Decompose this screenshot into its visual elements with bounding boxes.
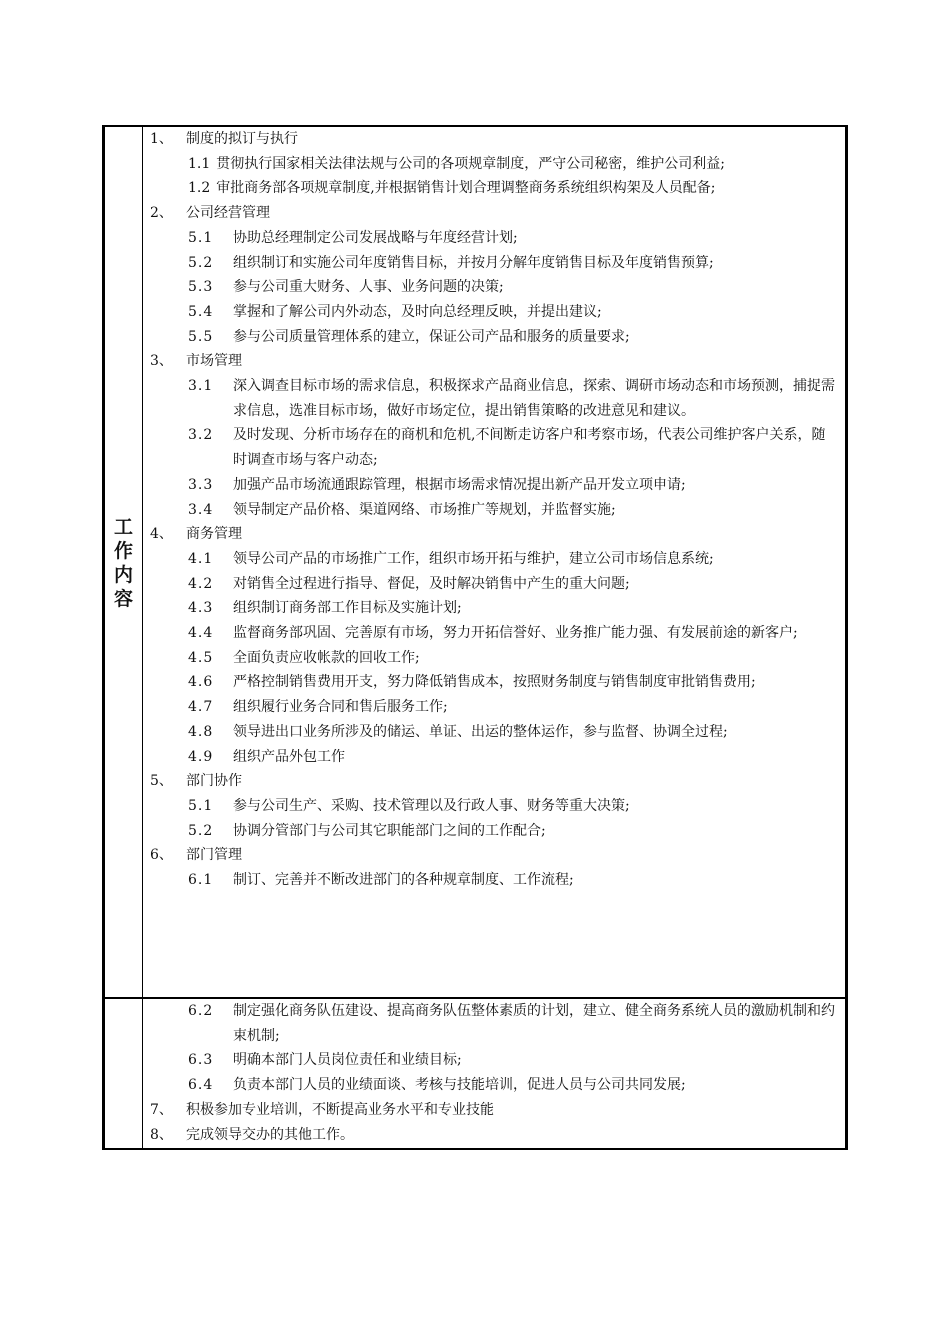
- list-item: [150, 423, 836, 472]
- side-label-char: 工: [113, 516, 133, 538]
- list-item: [150, 498, 836, 523]
- item-number: 4.4: [188, 625, 214, 642]
- item-number: 3.1: [188, 378, 214, 395]
- list-item: [150, 547, 836, 572]
- item-text: 明确本部门人员岗位责任和业绩目标;: [233, 1052, 462, 1069]
- item-number: 5.4: [188, 303, 214, 320]
- item-text: 对销售全过程进行指导、督促，及时解决销售中产生的重大问题;: [233, 575, 630, 592]
- item-number: 5.1: [188, 797, 214, 814]
- table-row: [102, 999, 848, 1148]
- item-text: 领导进出口业务所涉及的储运、单证、出运的整体运作，参与监督、协调全过程;: [233, 723, 728, 740]
- table-row: [102, 127, 848, 997]
- row1-content: [150, 127, 836, 893]
- section-number: 2、: [150, 205, 173, 222]
- list-item: [150, 226, 836, 251]
- table-bottom-border: [102, 1148, 848, 1150]
- item-number: 6.4: [188, 1077, 214, 1094]
- item-number: 4.2: [188, 575, 214, 592]
- section-number: 1、: [150, 131, 173, 147]
- item-text: 组织制订商务部工作目标及实施计划;: [233, 600, 462, 617]
- item-text: 协调分管部门与公司其它职能部门之间的工作配合;: [233, 822, 546, 839]
- section-title: 公司经营管理: [186, 205, 270, 222]
- section-title: 市场管理: [186, 353, 242, 370]
- list-item: [150, 596, 836, 621]
- list-item: [150, 794, 836, 819]
- item-number: 4.3: [188, 600, 214, 617]
- item-number: 5.2: [188, 822, 214, 839]
- section-number: 5、: [150, 773, 173, 790]
- list-item: [150, 720, 836, 745]
- item-number: 4.5: [188, 649, 214, 666]
- item-number: 4.7: [188, 699, 214, 716]
- item-number: 6.1: [188, 872, 214, 889]
- section-number: 6、: [150, 847, 173, 864]
- item-number: 4.8: [188, 723, 214, 740]
- list-item: [150, 819, 836, 844]
- list-item: [150, 670, 836, 695]
- item-number: 6.2: [188, 1003, 214, 1019]
- section-title: 完成领导交办的其他工作。: [186, 1126, 354, 1143]
- item-text: 参与公司重大财务、人事、业务问题的决策;: [233, 279, 504, 296]
- item-number: 3.2: [188, 427, 214, 444]
- item-number: 5.3: [188, 279, 214, 296]
- section-heading: [150, 127, 836, 152]
- list-item: [150, 374, 836, 423]
- list-item: [150, 745, 836, 770]
- item-text: 监督商务部巩固、完善原有市场，努力开拓信誉好、业务推广能力强、有发展前途的新客户;: [233, 625, 798, 642]
- item-text: 加强产品市场流通跟踪管理，根据市场需求情况提出新产品开发立项申请;: [233, 476, 686, 493]
- list-item: [150, 176, 836, 201]
- section-heading: [150, 201, 836, 226]
- item-number: 4.6: [188, 674, 214, 691]
- side-label-char: 作: [113, 540, 133, 562]
- item-text: 负责本部门人员的业绩面谈、考核与技能培训，促进人员与公司共同发展;: [233, 1077, 686, 1094]
- list-item: [150, 473, 836, 498]
- list-item: [150, 695, 836, 720]
- list-item: [150, 621, 836, 646]
- item-text: 全面负责应收帐款的回收工作;: [233, 649, 420, 666]
- item-text: 掌握和了解公司内外动态，及时向总经理反映，并提出建议;: [233, 303, 602, 320]
- item-text: 严格控制销售费用开支，努力降低销售成本，按照财务制度与销售制度审批销售费用;: [233, 674, 756, 691]
- section-heading: [150, 349, 836, 374]
- item-number: 6.3: [188, 1052, 214, 1069]
- section-heading: [150, 769, 836, 794]
- section-title: 部门管理: [186, 847, 242, 864]
- item-number: 3.4: [188, 501, 214, 518]
- item-text: 贯彻执行国家相关法律法规与公司的各项规章制度，严守公司秘密，维护公司利益;: [216, 155, 725, 172]
- section-number: 7、: [150, 1101, 173, 1118]
- item-text: 参与公司质量管理体系的建立，保证公司产品和服务的质量要求;: [233, 328, 630, 345]
- section-heading: [150, 843, 836, 868]
- list-item: [150, 1048, 836, 1073]
- item-text: 制定强化商务队伍建设、提高商务队伍整体素质的计划，建立、健全商务系统人员的激励机制和约束机制;: [233, 1003, 835, 1044]
- item-text: 领导公司产品的市场推广工作，组织市场开拓与维护，建立公司市场信息系统;: [233, 550, 714, 567]
- item-text: 深入调查目标市场的需求信息，积极探求产品商业信息，探索、调研市场动态和市场预测，捕捉需求信息，选准目标市场，做好市场定位，提出销售策略的改进意见和建议。: [233, 378, 835, 419]
- item-number: 5.1: [188, 229, 214, 246]
- item-text: 组织制订和实施公司年度销售目标，并按月分解年度销售目标及年度销售预算;: [233, 254, 714, 271]
- item-number: 5.5: [188, 328, 214, 345]
- item-number: 1.1: [188, 155, 211, 172]
- section-number: 4、: [150, 526, 173, 543]
- section-title: 积极参加专业培训，不断提高业务水平和专业技能: [186, 1101, 494, 1118]
- item-number: 5.2: [188, 254, 214, 271]
- section-number: 3、: [150, 353, 173, 370]
- section-title: 商务管理: [186, 526, 242, 543]
- item-text: 制订、完善并不断改进部门的各种规章制度、工作流程;: [233, 872, 574, 889]
- item-number: 4.1: [188, 550, 214, 567]
- list-item: [150, 1073, 836, 1098]
- section-number: 8、: [150, 1126, 173, 1143]
- item-text: 领导制定产品价格、渠道网络、市场推广等规划，并监督实施;: [233, 501, 616, 518]
- item-text: 审批商务部各项规章制度,并根据销售计划合理调整商务系统组织构架及人员配备;: [216, 180, 716, 197]
- list-item: [150, 300, 836, 325]
- list-item: [150, 999, 836, 1048]
- item-text: 组织产品外包工作: [233, 748, 345, 765]
- item-text: 协助总经理制定公司发展战略与年度经营计划;: [233, 229, 518, 246]
- list-item: [150, 868, 836, 893]
- section-title: 制度的拟订与执行: [186, 131, 298, 147]
- list-item: [150, 251, 836, 276]
- item-number: 3.3: [188, 476, 214, 493]
- item-text: 及时发现、分析市场存在的商机和危机,不间断走访客户和考察市场，代表公司维护客户关系，随时调查市场与客户动态;: [233, 427, 826, 469]
- section-heading: [150, 522, 836, 547]
- side-label-char: 内: [113, 564, 133, 586]
- item-text: 参与公司生产、采购、技术管理以及行政人事、财务等重大决策;: [233, 797, 630, 814]
- item-number: 4.9: [188, 748, 214, 765]
- list-item: [150, 275, 836, 300]
- section-heading: [150, 1098, 836, 1123]
- item-number: 1.2: [188, 180, 211, 197]
- section-title: 部门协作: [186, 773, 242, 790]
- list-item: [150, 572, 836, 597]
- list-item: [150, 325, 836, 350]
- list-item: [150, 152, 836, 177]
- side-label-char: 容: [113, 588, 133, 610]
- section-heading: [150, 1123, 836, 1148]
- item-text: 组织履行业务合同和售后服务工作;: [233, 699, 448, 716]
- side-label-work-content: [105, 515, 142, 611]
- list-item: [150, 646, 836, 671]
- row2-content: [150, 999, 836, 1147]
